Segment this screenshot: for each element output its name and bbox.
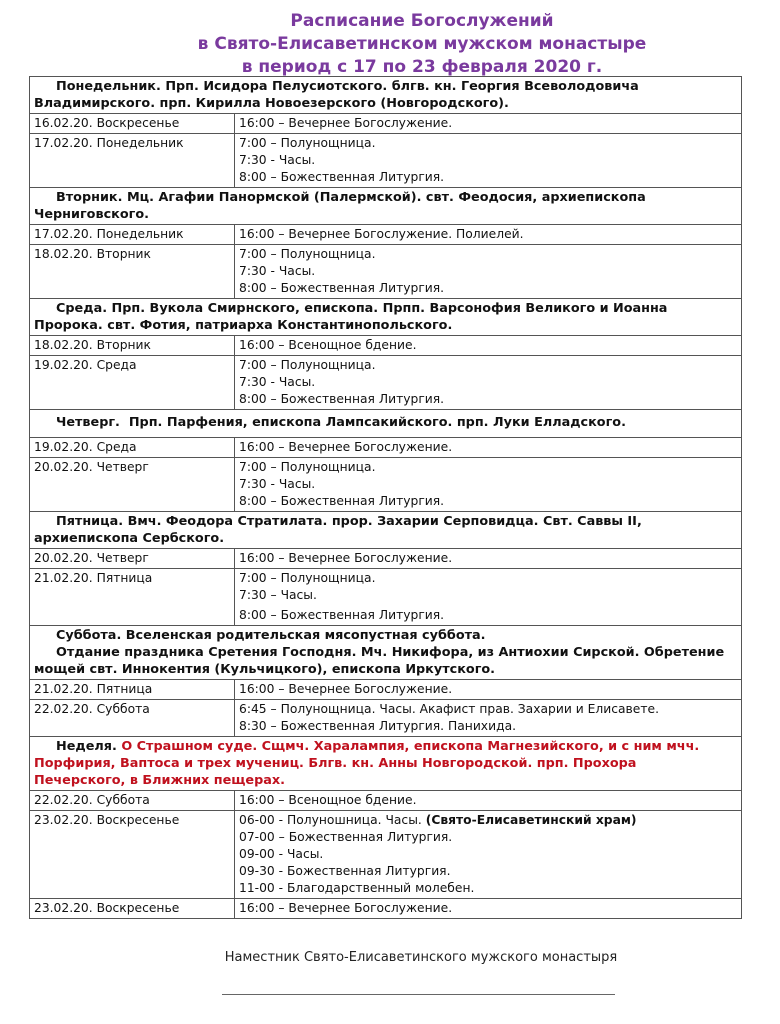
feast-text: Вселенская родительская мясопустная суббота. [121, 628, 486, 643]
table-row [30, 680, 742, 700]
service-item: 7:30 - Часы. [239, 153, 316, 167]
services-cell [235, 438, 742, 458]
service-item: 16:00 – Всенощное бдение. [239, 338, 417, 352]
day-heading-row [30, 188, 742, 225]
location-note: (Свято-Елисаветинский храм) [425, 813, 637, 827]
date-cell: 23.02.20. Воскресенье [30, 811, 235, 899]
date-cell: 21.02.20. Пятница [30, 569, 235, 626]
monastery-name: в Свято-Елисаветинском мужском монастыре [197, 34, 647, 54]
service-item: 16:00 – Вечернее Богослужение. [239, 901, 453, 915]
service-item: 7:30 - Часы. [239, 264, 316, 278]
feast-text: архиепископа Сербского. [34, 531, 225, 546]
service-item: 8:00 – Божественная Литургия. [239, 494, 445, 508]
table-row [30, 700, 742, 737]
day-name: Неделя. [56, 739, 117, 754]
schedule-table [29, 76, 742, 919]
date-cell: 16.02.20. Воскресенье [30, 114, 235, 134]
day-heading-row [30, 299, 742, 336]
service-item: 7:00 – Полунощница. [239, 136, 376, 150]
service-item: 16:00 – Вечернее Богослужение. Полиелей. [239, 227, 524, 241]
services-cell [235, 225, 742, 245]
table-row [30, 791, 742, 811]
date-cell: 20.02.20. Четверг [30, 549, 235, 569]
date-cell: 19.02.20. Среда [30, 438, 235, 458]
service-item: 7:00 – Полунощница. [239, 571, 376, 585]
day-heading [30, 410, 742, 438]
table-row [30, 458, 742, 512]
services-cell [235, 336, 742, 356]
day-heading-row [30, 77, 742, 114]
services-cell [235, 356, 742, 410]
date-cell: 22.02.20. Суббота [30, 791, 235, 811]
service-item: 8:00 – Божественная Литургия. [239, 608, 445, 622]
feast-text: Пророка. свт. Фотия, патриарха Константинопольского. [34, 318, 453, 333]
service-item: 11-00 - Благодарственный молебен. [239, 881, 475, 895]
table-row [30, 245, 742, 299]
feast-text: Прп. Исидора Пелусиотского. блгв. кн. Георгия Всеволодовича [160, 79, 639, 94]
table-row [30, 336, 742, 356]
day-heading [30, 299, 742, 336]
services-cell [235, 134, 742, 188]
feast-text: Вмч. Феодора Стратилата. прор. Захарии Серповидца. Свт. Саввы II, [123, 514, 642, 529]
service-item: 7:30 - Часы. [239, 477, 316, 491]
day-heading [30, 737, 742, 791]
table-row [30, 811, 742, 899]
service-item: 6:45 – Полунощница. Часы. Акафист прав. Захарии и Елисавете. [239, 702, 659, 716]
services-cell [235, 811, 742, 899]
day-name: Четверг. [56, 415, 120, 430]
table-row [30, 134, 742, 188]
service-item: 8:00 – Божественная Литургия. [239, 392, 445, 406]
table-row [30, 114, 742, 134]
day-name: Вторник. [56, 190, 123, 205]
services-cell [235, 245, 742, 299]
date-cell: 17.02.20. Понедельник [30, 134, 235, 188]
services-cell [235, 569, 742, 626]
day-heading [30, 77, 742, 114]
date-cell: 21.02.20. Пятница [30, 680, 235, 700]
table-row [30, 569, 742, 626]
service-item: 8:00 – Божественная Литургия. [239, 281, 445, 295]
services-cell [235, 114, 742, 134]
day-heading-row [30, 737, 742, 791]
service-item: 7:00 – Полунощница. [239, 247, 376, 261]
service-item: 16:00 – Вечернее Богослужение. [239, 682, 453, 696]
service-item: 7:30 - Часы. [239, 375, 316, 389]
schedule-title: Расписание Богослужений [290, 11, 554, 31]
service-item: 8:30 – Божественная Литургия. Панихида. [239, 719, 517, 733]
day-heading-row [30, 512, 742, 549]
service-item: 16:00 – Всенощное бдение. [239, 793, 417, 807]
service-item: 7:30 – Часы. [239, 588, 317, 602]
period-range: в период с 17 по 23 февраля 2020 г. [241, 57, 603, 77]
feast-text: Печерского, в Ближних пещерах. [34, 773, 286, 788]
date-cell: 22.02.20. Суббота [30, 700, 235, 737]
signature-line [222, 994, 615, 995]
date-cell: 19.02.20. Среда [30, 356, 235, 410]
table-row [30, 899, 742, 919]
services-cell [235, 791, 742, 811]
feast-text: О Страшном суде. Сщмч. Харалампия, епископа Магнезийского, и с ним мчч. [116, 739, 700, 754]
services-cell [235, 680, 742, 700]
feast-text: Отдание праздника Сретения Господня. Мч. Никифора, из Антиохии Сирской. Обретение [56, 645, 725, 660]
feast-text: Владимирского. прп. Кирилла Новоезерского (Новгородского). [34, 96, 509, 111]
service-item: 09-30 - Божественная Литургия. [239, 864, 451, 878]
feast-text: Черниговского. [34, 207, 149, 222]
feast-text: Мц. Агафии Панормской (Палермской). свт. Феодосия, архиепископа [122, 190, 646, 205]
service-item: 07-00 – Божественная Литургия. [239, 830, 453, 844]
day-name: Среда. [56, 301, 108, 316]
table-row [30, 438, 742, 458]
feast-text: мощей свт. Иннокентия (Кульчицкого), епископа Иркутского. [34, 662, 496, 677]
day-heading [30, 512, 742, 549]
service-item: 09-00 - Часы. [239, 847, 324, 861]
services-cell [235, 899, 742, 919]
feast-text: Прп. Парфения, епископа Лампсакийского. прп. Луки Елладского. [119, 415, 626, 430]
service-item: 16:00 – Вечернее Богослужение. [239, 116, 453, 130]
service-item: 16:00 – Вечернее Богослужение. [239, 440, 453, 454]
date-cell: 17.02.20. Понедельник [30, 225, 235, 245]
day-heading-row [30, 626, 742, 680]
day-name: Пятница. [56, 514, 124, 529]
service-item: 8:00 – Божественная Литургия. [239, 170, 445, 184]
feast-text: Прп. Вукола Смирнского, епископа. Прпп. Варсонофия Великого и Иоанна [107, 301, 668, 316]
day-heading-row [30, 410, 742, 438]
date-cell: 18.02.20. Вторник [30, 336, 235, 356]
day-heading [30, 626, 742, 680]
date-cell: 23.02.20. Воскресенье [30, 899, 235, 919]
date-cell: 20.02.20. Четверг [30, 458, 235, 512]
day-heading [30, 188, 742, 225]
service-item: 16:00 – Вечернее Богослужение. [239, 551, 453, 565]
services-cell [235, 458, 742, 512]
table-row [30, 549, 742, 569]
service-item: 7:00 – Полунощница. [239, 460, 376, 474]
date-cell: 18.02.20. Вторник [30, 245, 235, 299]
table-row [30, 356, 742, 410]
day-name: Понедельник. [56, 79, 161, 94]
service-item: 06-00 - Полуношница. Часы. (Свято-Елисаветинский храм) [239, 813, 637, 827]
signature-title: Наместник Свято-Елисаветинского мужского монастыря [224, 950, 618, 965]
service-item: 7:00 – Полунощница. [239, 358, 376, 372]
day-name: Суббота. [56, 628, 122, 643]
services-cell [235, 700, 742, 737]
services-cell [235, 549, 742, 569]
table-row [30, 225, 742, 245]
feast-text: Порфирия, Ваптоса и трех мучениц. Блгв. кн. Анны Новгородской. прп. Прохора [34, 756, 637, 771]
